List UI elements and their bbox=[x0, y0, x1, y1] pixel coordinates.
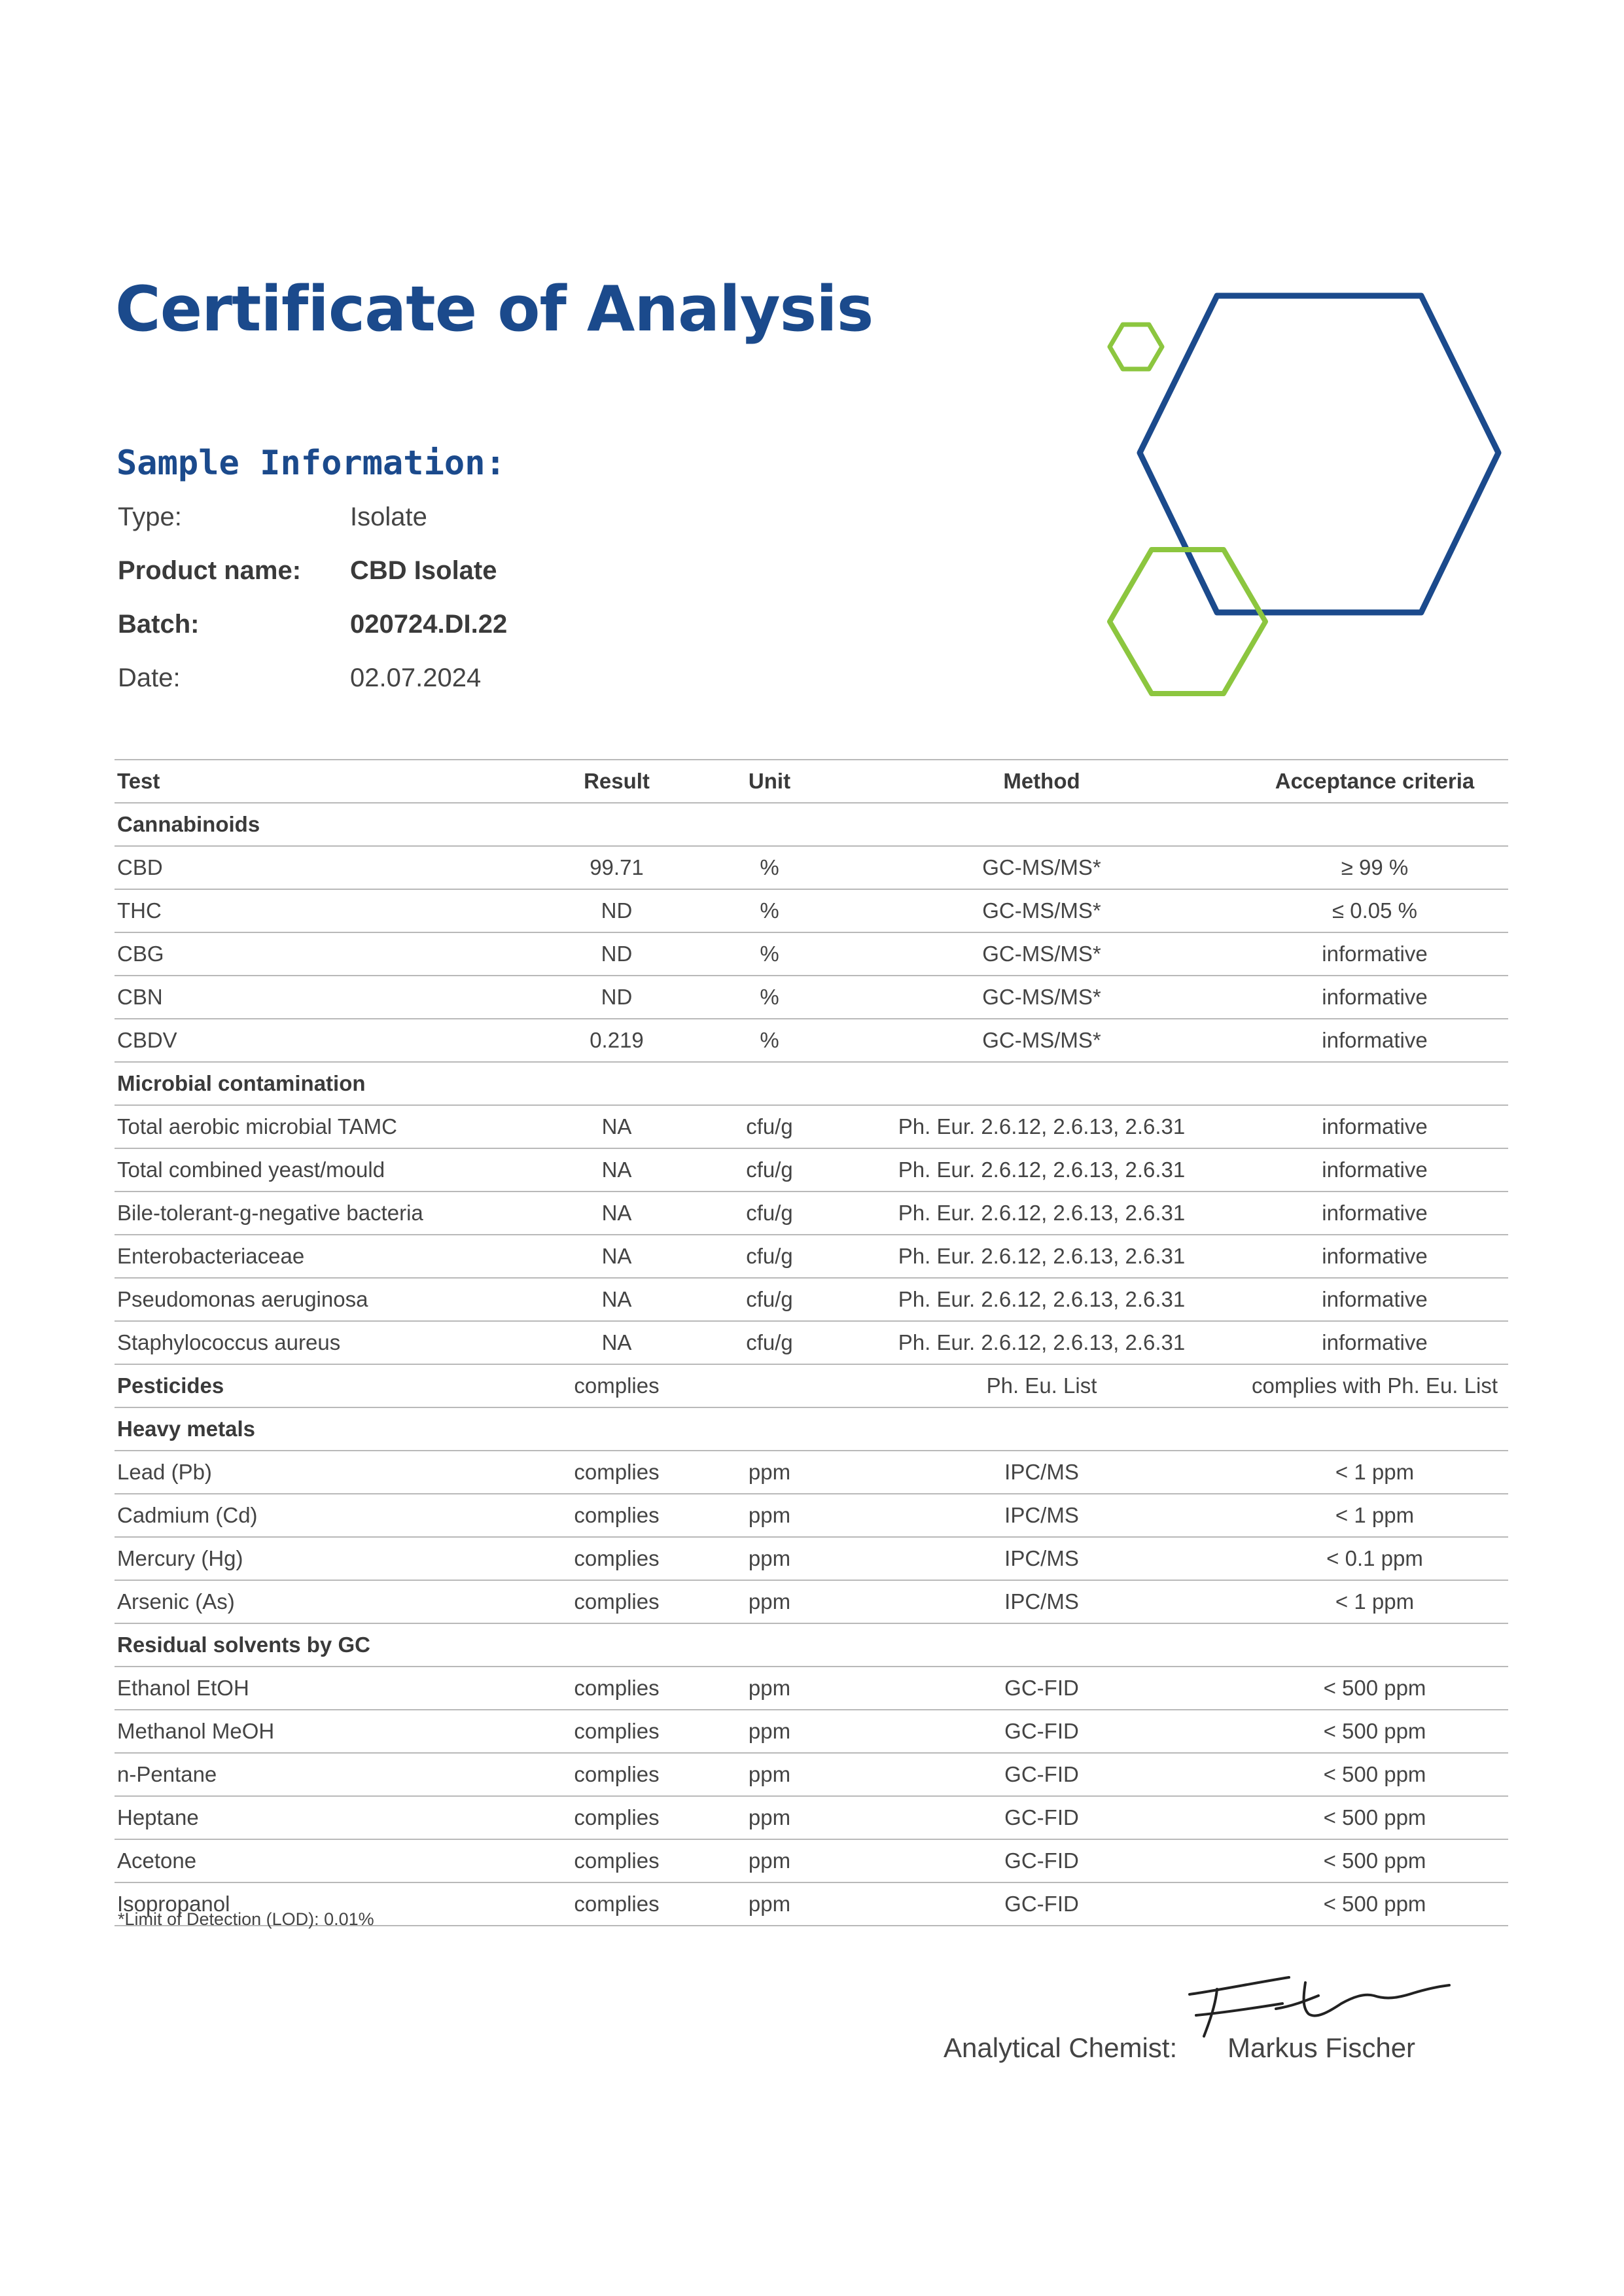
header-unit: Unit bbox=[697, 760, 842, 803]
cell-test: THC bbox=[115, 889, 537, 932]
cell-unit: ppm bbox=[697, 1710, 842, 1753]
table-row bbox=[115, 1148, 1508, 1192]
cell-criteria: < 500 ppm bbox=[1241, 1796, 1508, 1839]
table-row bbox=[115, 1667, 1508, 1710]
cell-method: GC-MS/MS* bbox=[842, 932, 1241, 976]
cell-unit: % bbox=[697, 889, 842, 932]
cell-method: Ph. Eur. 2.6.12, 2.6.13, 2.6.31 bbox=[842, 1235, 1241, 1278]
cell-test: CBDV bbox=[115, 1019, 537, 1062]
table-row bbox=[115, 846, 1508, 889]
lod-footnote: *Limit of Detection (LOD): 0.01% bbox=[118, 1909, 374, 1929]
cell-criteria: < 500 ppm bbox=[1241, 1882, 1508, 1926]
cell-method: IPC/MS bbox=[842, 1451, 1241, 1494]
cell-test: n-Pentane bbox=[115, 1753, 537, 1796]
cell-unit: ppm bbox=[697, 1580, 842, 1623]
header-result: Result bbox=[537, 760, 697, 803]
medium-green-hexagon bbox=[1110, 550, 1265, 694]
cell-method: Ph. Eur. 2.6.12, 2.6.13, 2.6.31 bbox=[842, 1148, 1241, 1192]
table-row bbox=[115, 1451, 1508, 1494]
cell-method: GC-MS/MS* bbox=[842, 976, 1241, 1019]
cell-criteria: < 0.1 ppm bbox=[1241, 1537, 1508, 1580]
cell-test: Ethanol EtOH bbox=[115, 1667, 537, 1710]
cell-criteria: informative bbox=[1241, 1321, 1508, 1364]
cell-result: complies bbox=[537, 1580, 697, 1623]
cell-unit: % bbox=[697, 932, 842, 976]
section-row-cannabinoids bbox=[115, 803, 1508, 846]
section-row-pesticides bbox=[115, 1364, 1508, 1407]
cell-unit: % bbox=[697, 1019, 842, 1062]
header-method: Method bbox=[842, 760, 1241, 803]
cell-unit: % bbox=[697, 976, 842, 1019]
info-value: Isolate bbox=[350, 503, 427, 531]
cell-unit: cfu/g bbox=[697, 1235, 842, 1278]
cell-test: CBD bbox=[115, 846, 537, 889]
cell-method: IPC/MS bbox=[842, 1494, 1241, 1537]
cell-result: complies bbox=[537, 1537, 697, 1580]
cell-criteria: < 500 ppm bbox=[1241, 1667, 1508, 1710]
cell-method: GC-FID bbox=[842, 1882, 1241, 1926]
info-value: 020724.DI.22 bbox=[350, 610, 508, 639]
info-label: Date: bbox=[118, 663, 181, 692]
cell-result: NA bbox=[537, 1192, 697, 1235]
cell-criteria: ≤ 0.05 % bbox=[1241, 889, 1508, 932]
cell-result: NA bbox=[537, 1105, 697, 1148]
section-heading: Cannabinoids bbox=[115, 803, 1508, 846]
section-heading: Microbial contamination bbox=[115, 1062, 1508, 1105]
hexagon-decoration bbox=[1080, 275, 1531, 720]
cell-test: Pesticides bbox=[115, 1364, 537, 1407]
cell-result: complies bbox=[537, 1364, 697, 1407]
cell-method: Ph. Eur. 2.6.12, 2.6.13, 2.6.31 bbox=[842, 1105, 1241, 1148]
cell-test: Acetone bbox=[115, 1839, 537, 1882]
cell-test: Total combined yeast/mould bbox=[115, 1148, 537, 1192]
cell-criteria: informative bbox=[1241, 1278, 1508, 1321]
cell-unit bbox=[697, 1364, 842, 1407]
cell-criteria: ≥ 99 % bbox=[1241, 846, 1508, 889]
section-row-solvents bbox=[115, 1623, 1508, 1667]
table-row bbox=[115, 889, 1508, 932]
cell-unit: ppm bbox=[697, 1839, 842, 1882]
cell-test: Pseudomonas aeruginosa bbox=[115, 1278, 537, 1321]
cell-method: Ph. Eur. 2.6.12, 2.6.13, 2.6.31 bbox=[842, 1321, 1241, 1364]
table-row bbox=[115, 1839, 1508, 1882]
cell-test: Mercury (Hg) bbox=[115, 1537, 537, 1580]
cell-result: NA bbox=[537, 1148, 697, 1192]
cell-test: Staphylococcus aureus bbox=[115, 1321, 537, 1364]
table-row bbox=[115, 976, 1508, 1019]
cell-criteria: informative bbox=[1241, 1148, 1508, 1192]
cell-criteria: informative bbox=[1241, 1192, 1508, 1235]
cell-test: CBN bbox=[115, 976, 537, 1019]
cell-unit: % bbox=[697, 846, 842, 889]
cell-criteria: < 500 ppm bbox=[1241, 1710, 1508, 1753]
cell-criteria: informative bbox=[1241, 1105, 1508, 1148]
cell-test: Bile-tolerant-g-negative bacteria bbox=[115, 1192, 537, 1235]
section-heading: Residual solvents by GC bbox=[115, 1623, 1508, 1667]
header-test: Test bbox=[115, 760, 537, 803]
table-row bbox=[115, 1753, 1508, 1796]
table-header-row bbox=[115, 760, 1508, 803]
cell-unit: cfu/g bbox=[697, 1192, 842, 1235]
info-value: CBD Isolate bbox=[350, 556, 497, 585]
cell-result: complies bbox=[537, 1710, 697, 1753]
cell-unit: ppm bbox=[697, 1537, 842, 1580]
cell-result: complies bbox=[537, 1796, 697, 1839]
table-row bbox=[115, 1278, 1508, 1321]
cell-test: Cadmium (Cd) bbox=[115, 1494, 537, 1537]
info-label: Type: bbox=[118, 503, 182, 531]
cell-unit: cfu/g bbox=[697, 1278, 842, 1321]
cell-result: complies bbox=[537, 1494, 697, 1537]
section-row-heavy-metals bbox=[115, 1407, 1508, 1451]
section-row-microbial bbox=[115, 1062, 1508, 1105]
table-row bbox=[115, 1105, 1508, 1148]
cell-method: GC-FID bbox=[842, 1710, 1241, 1753]
cell-method: Ph. Eur. 2.6.12, 2.6.13, 2.6.31 bbox=[842, 1192, 1241, 1235]
cell-method: GC-FID bbox=[842, 1839, 1241, 1882]
cell-unit: ppm bbox=[697, 1796, 842, 1839]
cell-unit: ppm bbox=[697, 1882, 842, 1926]
signature-label: Analytical Chemist: bbox=[944, 2032, 1178, 2063]
table-row bbox=[115, 1537, 1508, 1580]
cell-test: Enterobacteriaceae bbox=[115, 1235, 537, 1278]
cell-result: NA bbox=[537, 1321, 697, 1364]
cell-criteria: < 1 ppm bbox=[1241, 1494, 1508, 1537]
document-title: Certificate of Analysis bbox=[115, 274, 874, 345]
cell-result: complies bbox=[537, 1882, 697, 1926]
cell-method: GC-FID bbox=[842, 1796, 1241, 1839]
cell-criteria: informative bbox=[1241, 932, 1508, 976]
small-green-hexagon bbox=[1110, 325, 1162, 369]
info-label: Product name: bbox=[118, 556, 302, 585]
cell-test: Isopropanol bbox=[115, 1882, 537, 1926]
cell-result: 0.219 bbox=[537, 1019, 697, 1062]
table-row bbox=[115, 1192, 1508, 1235]
cell-unit: ppm bbox=[697, 1451, 842, 1494]
cell-test: Arsenic (As) bbox=[115, 1580, 537, 1623]
cell-result: NA bbox=[537, 1235, 697, 1278]
cell-criteria: < 1 ppm bbox=[1241, 1451, 1508, 1494]
cell-method: Ph. Eu. List bbox=[842, 1364, 1241, 1407]
cell-test: Lead (Pb) bbox=[115, 1451, 537, 1494]
signature-name: Markus Fischer bbox=[1227, 2032, 1416, 2063]
cell-result: ND bbox=[537, 889, 697, 932]
table-row bbox=[115, 1321, 1508, 1364]
cell-unit: ppm bbox=[697, 1753, 842, 1796]
cell-result: NA bbox=[537, 1278, 697, 1321]
cell-criteria: < 500 ppm bbox=[1241, 1839, 1508, 1882]
cell-result: complies bbox=[537, 1839, 697, 1882]
cell-method: GC-MS/MS* bbox=[842, 889, 1241, 932]
table-row bbox=[115, 1580, 1508, 1623]
cell-criteria: informative bbox=[1241, 1235, 1508, 1278]
cell-criteria: < 500 ppm bbox=[1241, 1753, 1508, 1796]
table-row bbox=[115, 1235, 1508, 1278]
cell-unit: cfu/g bbox=[697, 1321, 842, 1364]
cell-unit: cfu/g bbox=[697, 1148, 842, 1192]
results-table bbox=[115, 759, 1508, 1926]
cell-method: IPC/MS bbox=[842, 1580, 1241, 1623]
cell-method: GC-FID bbox=[842, 1667, 1241, 1710]
table-row bbox=[115, 1494, 1508, 1537]
cell-test: Total aerobic microbial TAMC bbox=[115, 1105, 537, 1148]
large-blue-hexagon bbox=[1140, 296, 1498, 612]
cell-unit: cfu/g bbox=[697, 1105, 842, 1148]
cell-method: GC-MS/MS* bbox=[842, 846, 1241, 889]
table-row bbox=[115, 1796, 1508, 1839]
sample-information-heading: Sample Information: bbox=[116, 444, 506, 483]
table-row bbox=[115, 1710, 1508, 1753]
info-value: 02.07.2024 bbox=[350, 663, 482, 692]
cell-method: Ph. Eur. 2.6.12, 2.6.13, 2.6.31 bbox=[842, 1278, 1241, 1321]
cell-criteria: complies with Ph. Eu. List bbox=[1241, 1364, 1508, 1407]
cell-unit: ppm bbox=[697, 1494, 842, 1537]
section-heading: Heavy metals bbox=[115, 1407, 1508, 1451]
table-row bbox=[115, 932, 1508, 976]
cell-test: Methanol MeOH bbox=[115, 1710, 537, 1753]
cell-criteria: < 1 ppm bbox=[1241, 1580, 1508, 1623]
cell-test: CBG bbox=[115, 932, 537, 976]
cell-test: Heptane bbox=[115, 1796, 537, 1839]
cell-method: IPC/MS bbox=[842, 1537, 1241, 1580]
cell-result: ND bbox=[537, 932, 697, 976]
cell-result: ND bbox=[537, 976, 697, 1019]
cell-result: 99.71 bbox=[537, 846, 697, 889]
cell-result: complies bbox=[537, 1451, 697, 1494]
cell-method: GC-FID bbox=[842, 1753, 1241, 1796]
cell-method: GC-MS/MS* bbox=[842, 1019, 1241, 1062]
cell-criteria: informative bbox=[1241, 1019, 1508, 1062]
info-label: Batch: bbox=[118, 610, 200, 639]
cell-result: complies bbox=[537, 1667, 697, 1710]
cell-unit: ppm bbox=[697, 1667, 842, 1710]
cell-criteria: informative bbox=[1241, 976, 1508, 1019]
table-row bbox=[115, 1019, 1508, 1062]
header-criteria: Acceptance criteria bbox=[1241, 760, 1508, 803]
cell-result: complies bbox=[537, 1753, 697, 1796]
